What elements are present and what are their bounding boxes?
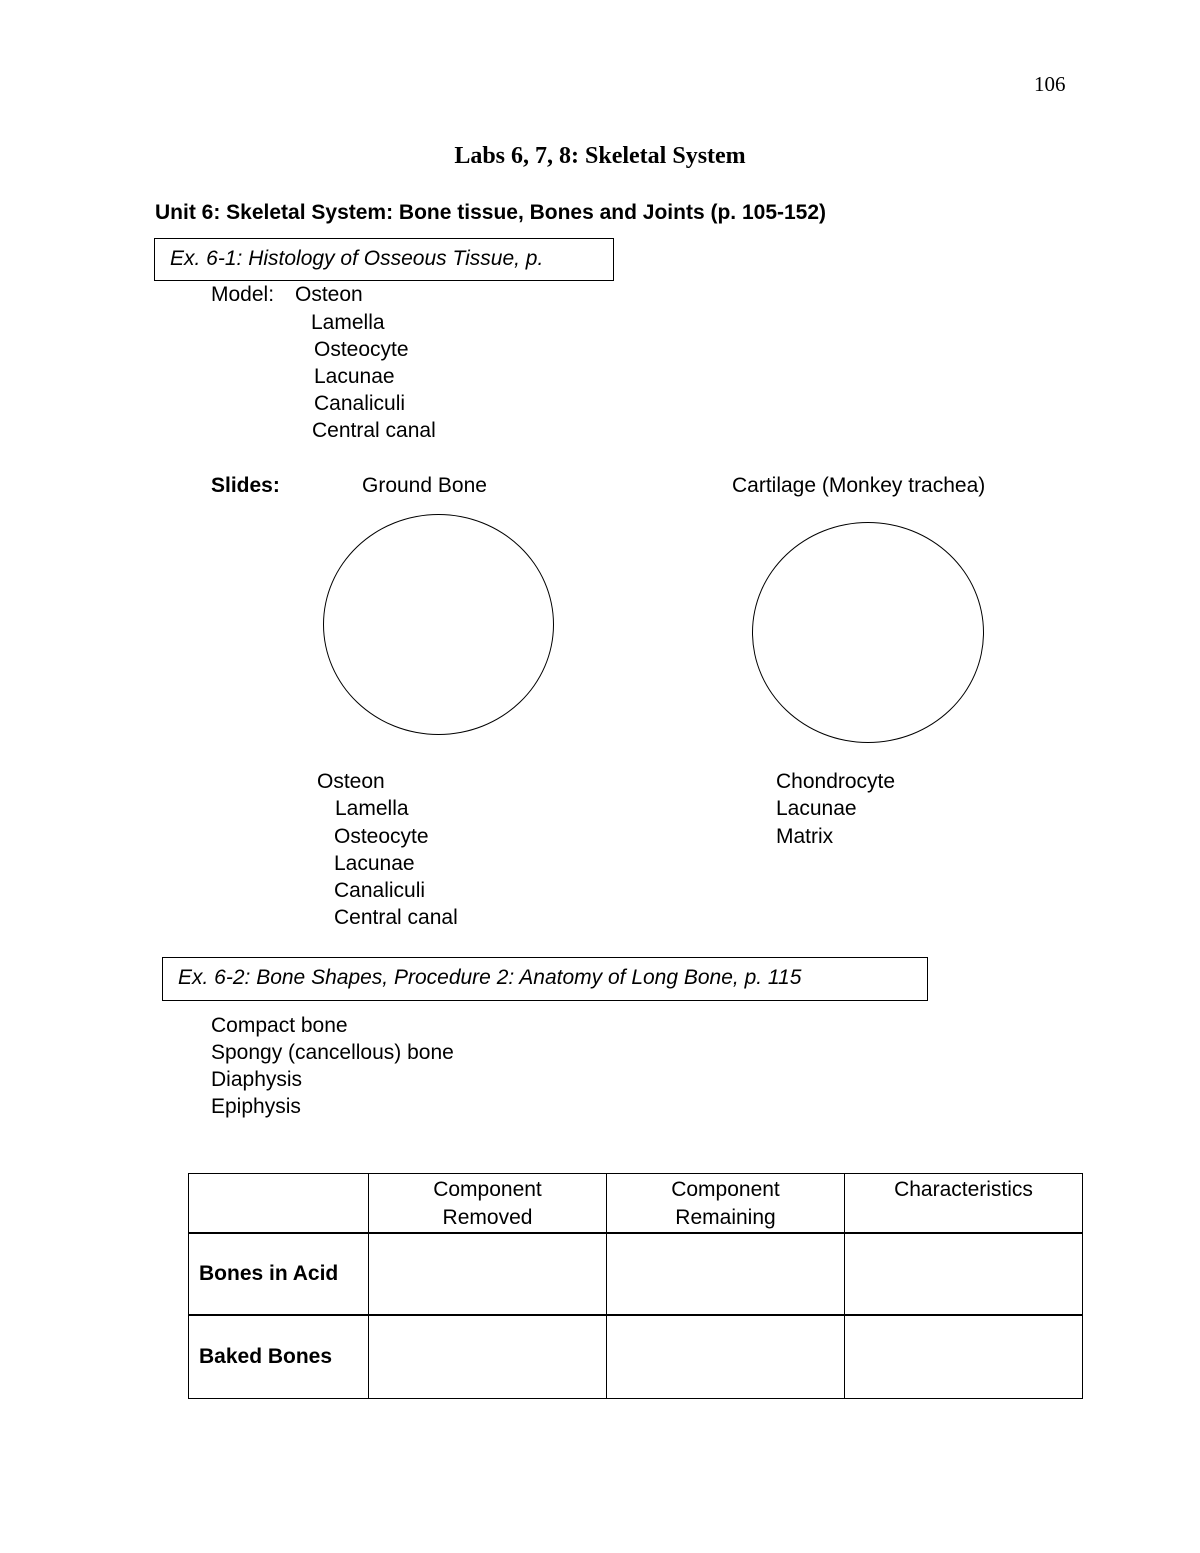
long-bone-item: Epiphysis	[211, 1095, 301, 1118]
header-line: Component	[671, 1178, 780, 1201]
ground-bone-title: Ground Bone	[362, 474, 487, 497]
model-item: Osteon	[295, 283, 363, 306]
table-row	[189, 1315, 1083, 1398]
page-number: 106	[1034, 72, 1066, 96]
ground-bone-item: Osteocyte	[334, 825, 429, 848]
model-item: Canaliculi	[314, 392, 406, 415]
unit-heading: Unit 6: Skeletal System: Bone tissue, Bones and Joints (p. 105-152)	[155, 201, 827, 224]
exercise-6-1-label: Ex. 6-1: Histology of Osseous Tissue, p.	[170, 247, 544, 270]
cartilage-drawing-circle	[752, 522, 984, 743]
answer-cell[interactable]	[845, 1315, 1083, 1398]
answer-cell[interactable]	[607, 1233, 845, 1315]
answer-cell[interactable]	[369, 1315, 607, 1398]
cartilage-title: Cartilage (Monkey trachea)	[732, 474, 986, 497]
exercise-6-1-box	[154, 238, 614, 281]
row-label: Baked Bones	[189, 1315, 369, 1398]
table-header-cell	[845, 1174, 1083, 1234]
model-item: Central canal	[312, 419, 436, 442]
cartilage-item: Matrix	[776, 825, 834, 848]
ground-bone-item: Lacunae	[334, 852, 415, 875]
header-line: Remaining	[675, 1206, 776, 1229]
ground-bone-item: Canaliculi	[334, 879, 426, 902]
header-line: Characteristics	[894, 1178, 1033, 1201]
table-header-row	[189, 1174, 1083, 1234]
row-label: Bones in Acid	[189, 1233, 369, 1315]
page-title: Labs 6, 7, 8: Skeletal System	[454, 143, 746, 169]
long-bone-item: Compact bone	[211, 1014, 348, 1037]
table-header-cell	[607, 1174, 845, 1234]
table-row	[189, 1233, 1083, 1315]
exercise-6-2-box	[162, 957, 928, 1001]
long-bone-item: Diaphysis	[211, 1068, 303, 1091]
header-line: Component	[433, 1178, 542, 1201]
model-item: Osteocyte	[314, 338, 409, 361]
cartilage-item: Chondrocyte	[776, 770, 896, 793]
ground-bone-item: Lamella	[335, 797, 409, 820]
ground-bone-item: Osteon	[317, 770, 385, 793]
answer-cell[interactable]	[607, 1315, 845, 1398]
answer-cell[interactable]	[845, 1233, 1083, 1315]
answer-cell[interactable]	[369, 1233, 607, 1315]
table-header-cell	[189, 1174, 369, 1234]
model-label: Model:	[211, 283, 275, 306]
table-header-cell	[369, 1174, 607, 1234]
cartilage-item: Lacunae	[776, 797, 857, 820]
bone-treatment-table	[188, 1173, 1083, 1399]
model-item: Lamella	[311, 311, 385, 334]
ground-bone-drawing-circle	[323, 514, 554, 735]
long-bone-item: Spongy (cancellous) bone	[211, 1041, 454, 1064]
slides-label: Slides:	[211, 474, 280, 497]
header-line: Removed	[442, 1206, 533, 1229]
ground-bone-item: Central canal	[334, 906, 458, 929]
exercise-6-2-label: Ex. 6-2: Bone Shapes, Procedure 2: Anatomy of Long Bone, p. 115	[178, 966, 802, 989]
model-item: Lacunae	[314, 365, 395, 388]
